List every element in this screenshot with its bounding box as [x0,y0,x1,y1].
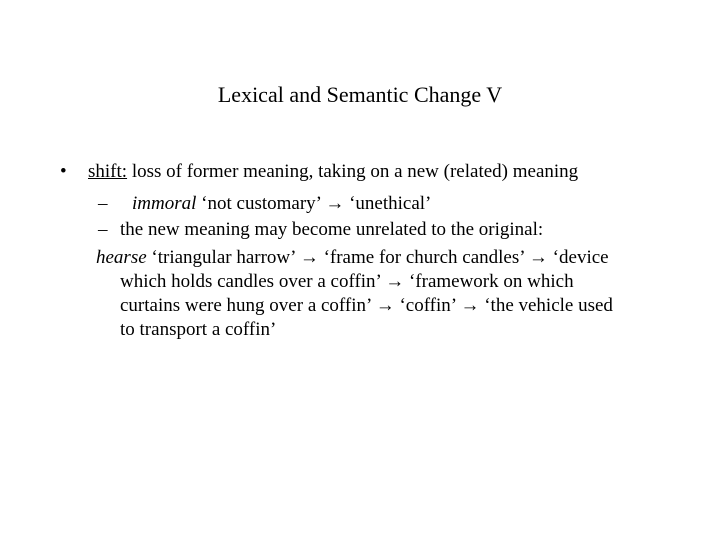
example-gloss-hearse-1: ‘triangular harrow’ → ‘frame for church candles’ → ‘device [146,247,609,268]
shift-term: shift: [88,161,128,182]
example-hearse-line-4: to transport a coffin’ [120,319,277,340]
example-hearse-line-3: curtains were hung over a coffin’ → ‘coffin’ → ‘the vehicle used [120,295,613,316]
unrelated-meaning-line: the new meaning may become unrelated to the original: [120,219,544,240]
dash-marker-1: – [98,193,108,214]
example-word-immoral: immoral [132,193,197,214]
shift-definition: loss of former meaning, taking on a new (related) meaning [127,161,579,182]
example-hearse-line-1 [96,246,609,270]
bullet-marker: • [60,161,67,182]
example-hearse-line-2: which holds candles over a coffin’ → ‘framework on which [120,271,574,292]
dash-marker-2: – [98,219,108,240]
example-immoral-line [132,192,431,216]
example-word-hearse: hearse [96,247,147,268]
example-gloss-immoral: ‘not customary’ → ‘unethical’ [196,193,432,214]
shift-definition-line [88,160,578,184]
slide-title: Lexical and Semantic Change V [217,82,503,107]
